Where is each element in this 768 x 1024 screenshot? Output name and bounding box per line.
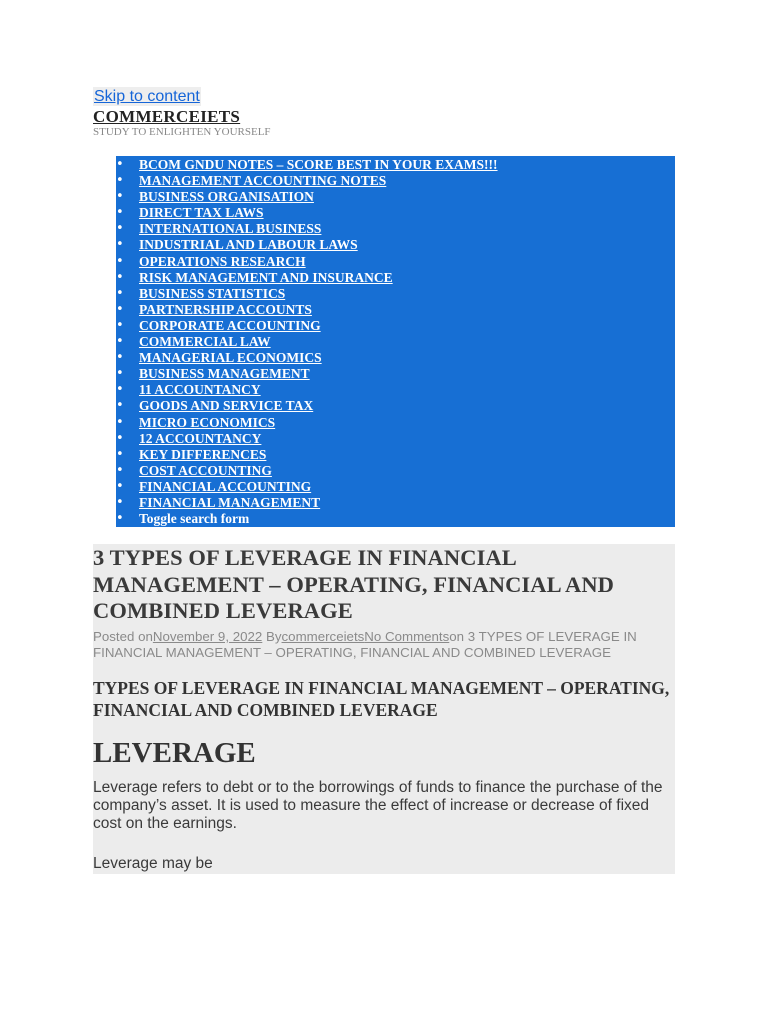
- nav-link[interactable]: GOODS AND SERVICE TAX: [139, 398, 314, 414]
- post-meta: [93, 629, 675, 661]
- posted-on-label: Posted on: [93, 629, 153, 644]
- nav-item: [116, 495, 675, 511]
- nav-menu: [116, 157, 675, 527]
- comments-link[interactable]: No Comments: [364, 629, 450, 644]
- article-paragraph: Leverage refers to debt or to the borrowings of funds to finance the purchase of the company’s asset. It is used to measure the effect of increase or decrease of fixed cost on the earnings.: [93, 779, 663, 833]
- nav-link[interactable]: MANAGEMENT ACCOUNTING NOTES: [139, 173, 387, 189]
- section-heading: LEVERAGE: [93, 737, 256, 769]
- nav-link[interactable]: COMMERCIAL LAW: [139, 334, 271, 350]
- article-title: 3 TYPES OF LEVERAGE IN FINANCIAL MANAGEMENT – OPERATING, FINANCIAL AND COMBINED LEVERAGE: [93, 545, 615, 623]
- nav-item: [116, 447, 675, 463]
- nav-link[interactable]: PARTNERSHIP ACCOUNTS: [139, 301, 312, 317]
- author-link[interactable]: commerceiets: [281, 629, 365, 644]
- skip-to-content-link[interactable]: Skip to content: [94, 88, 200, 105]
- nav-item: [116, 463, 675, 479]
- nav-link[interactable]: MANAGERIAL ECONOMICS: [139, 350, 322, 366]
- article-paragraph-2: Leverage may be: [93, 855, 213, 872]
- nav-link[interactable]: FINANCIAL MANAGEMENT: [139, 494, 321, 510]
- site-description: STUDY TO ENLIGHTEN YOURSELF: [93, 126, 271, 138]
- nav-link[interactable]: MICRO ECONOMICS: [139, 414, 276, 430]
- nav-item: [116, 157, 675, 173]
- nav-item: [116, 286, 675, 302]
- nav-item: [116, 302, 675, 318]
- nav-link[interactable]: BUSINESS ORGANISATION: [139, 189, 314, 205]
- nav-item: [116, 350, 675, 366]
- site-title[interactable]: COMMERCEIETS: [93, 107, 241, 126]
- nav-link[interactable]: INDUSTRIAL AND LABOUR LAWS: [139, 237, 358, 253]
- nav-item: [116, 398, 675, 414]
- nav-item: [116, 382, 675, 398]
- nav-item: [116, 270, 675, 286]
- nav-item: [116, 479, 675, 495]
- nav-link[interactable]: CORPORATE ACCOUNTING: [139, 317, 321, 333]
- nav-item: [116, 221, 675, 237]
- nav-link[interactable]: BCOM GNDU NOTES – SCORE BEST IN YOUR EXAMS!!!: [139, 157, 498, 172]
- nav-link[interactable]: 11 ACCOUNTANCY: [139, 382, 261, 398]
- by-label: By: [266, 629, 282, 644]
- nav-item: [116, 205, 675, 221]
- comments-suffix: on 3 TYPES OF LEVERAGE IN FINANCIAL MANAGEMENT – OPERATING, FINANCIAL AND COMBINED LEVERAGE: [93, 629, 637, 660]
- nav-item-search-toggle: [116, 511, 675, 527]
- toggle-search-form-button[interactable]: Toggle search form: [139, 511, 250, 527]
- nav-item: [116, 431, 675, 447]
- nav-item: [116, 415, 675, 431]
- nav-item: [116, 189, 675, 205]
- nav-item: [116, 334, 675, 350]
- post-date-link[interactable]: November 9, 2022: [152, 629, 263, 644]
- nav-item: [116, 318, 675, 334]
- article-subtitle: TYPES OF LEVERAGE IN FINANCIAL MANAGEMENT – OPERATING, FINANCIAL AND COMBINED LEVERAGE: [93, 678, 670, 720]
- nav-link[interactable]: COST ACCOUNTING: [139, 462, 272, 478]
- nav-link[interactable]: INTERNATIONAL BUSINESS: [139, 221, 322, 237]
- nav-item: [116, 237, 675, 253]
- nav-link[interactable]: FINANCIAL ACCOUNTING: [139, 478, 312, 494]
- nav-item: [116, 173, 675, 189]
- nav-link[interactable]: 12 ACCOUNTANCY: [139, 430, 262, 446]
- nav-link[interactable]: DIRECT TAX LAWS: [139, 205, 264, 221]
- nav-link[interactable]: RISK MANAGEMENT AND INSURANCE: [139, 269, 393, 285]
- primary-navigation: [116, 156, 675, 527]
- nav-link[interactable]: OPERATIONS RESEARCH: [139, 253, 306, 269]
- nav-link[interactable]: BUSINESS STATISTICS: [139, 285, 286, 301]
- article: [93, 544, 675, 874]
- nav-link[interactable]: BUSINESS MANAGEMENT: [139, 366, 310, 382]
- nav-link[interactable]: KEY DIFFERENCES: [139, 446, 267, 462]
- nav-item: [116, 254, 675, 270]
- nav-item: [116, 366, 675, 382]
